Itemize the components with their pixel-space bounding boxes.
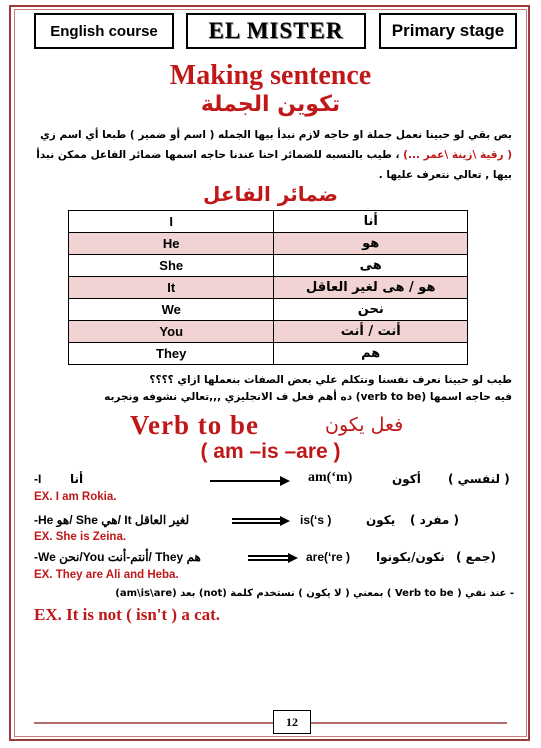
verb-forms: ( am –is –are ) bbox=[200, 440, 341, 463]
row1-verb: am(‘m) bbox=[308, 470, 353, 485]
title-english: Making sentence bbox=[169, 60, 372, 91]
negation-example: EX. It is not ( isn't ) a cat. bbox=[34, 605, 221, 624]
pronoun-ar: أنا bbox=[274, 211, 468, 233]
row1-pronoun: -I bbox=[34, 472, 42, 486]
row2-note: ( مفرد ) bbox=[410, 513, 460, 527]
table-row bbox=[69, 321, 468, 343]
page-number: 12 bbox=[273, 710, 311, 734]
pronoun-en: He bbox=[69, 233, 274, 255]
row2-verb: is(‘s ) bbox=[300, 513, 332, 527]
row2-verb-ar: يكون bbox=[366, 513, 396, 527]
row2-arrow-icon bbox=[232, 516, 290, 526]
pronoun-en: They bbox=[69, 343, 274, 365]
pronoun-en: It bbox=[69, 277, 274, 299]
pronoun-table bbox=[68, 210, 468, 365]
pronoun-ar: نحن bbox=[274, 299, 468, 321]
row3-pronouns: -We نحن/You أنتم-أنت/ They هم bbox=[34, 550, 201, 564]
pronoun-en: You bbox=[69, 321, 274, 343]
row1-note: ( لنفسي ) bbox=[448, 472, 510, 486]
pronoun-table-title: ضمائر الفاعل bbox=[203, 182, 338, 206]
intro-line-3: بيها , تعالي نتعرف عليها . bbox=[378, 169, 512, 181]
row2-example: EX. She is Zeina. bbox=[34, 531, 127, 543]
title-arabic: تكوين الجملة bbox=[200, 92, 341, 117]
pronoun-en: I bbox=[69, 211, 274, 233]
row3-verb-ar: نكون/يكونوا bbox=[376, 550, 445, 564]
pronoun-ar: هم bbox=[274, 343, 468, 365]
pronoun-en: We bbox=[69, 299, 274, 321]
table-row bbox=[69, 255, 468, 277]
row1-pronoun-ar: أنا bbox=[70, 472, 84, 486]
intro-paragraph bbox=[28, 125, 512, 185]
row3-note: (جمع ) bbox=[456, 550, 497, 564]
verb-to-be-heading bbox=[130, 410, 450, 440]
question-paragraph bbox=[28, 372, 512, 406]
verb-heading-english: Verb to be bbox=[130, 410, 259, 440]
pronoun-ar: هو / هى لغير العاقل bbox=[274, 277, 468, 299]
row1-arrow-icon bbox=[210, 476, 290, 486]
question-line-1: طيب لو حبينا نعرف نفسنا ونتكلم علي بعض الصفات بنعملها ازاي ؟؟؟؟ bbox=[149, 374, 512, 386]
header-stage: Primary stage bbox=[379, 13, 517, 49]
negation-note: - عند نفي ( Verb to be ) بمعني ( لا يكون ) نستخدم كلمة (not) بعد (am\is\are) bbox=[115, 588, 514, 599]
table-row bbox=[69, 343, 468, 365]
header-course: English course bbox=[34, 13, 174, 49]
header-bar bbox=[34, 13, 517, 49]
intro-line-1: بص بقي لو حبينا نعمل جملة او حاجه لازم نبدأ بيها الجمله ( اسم أو ضمير ) طبعا أي اسم زي bbox=[40, 129, 512, 141]
pronoun-ar: هو bbox=[274, 233, 468, 255]
row1-verb-ar: أكون bbox=[392, 472, 421, 486]
row3-verb: are(‘re ) bbox=[306, 550, 351, 564]
verb-heading-arabic: فعل يكون bbox=[325, 414, 404, 436]
table-row bbox=[69, 299, 468, 321]
table-row bbox=[69, 277, 468, 299]
header-brand: EL MISTER bbox=[186, 13, 366, 49]
intro-line-2 bbox=[28, 145, 512, 165]
table-row bbox=[69, 233, 468, 255]
intro-line-2-rest: ، طيب بالنسبه للضمائر احنا عندنا حاجه اسمها ضمائر الفاعل ممكن نبدأ bbox=[36, 149, 400, 161]
row1-example: EX. I am Rokia. bbox=[34, 491, 117, 503]
question-line-2: فيه حاجه اسمها (verb to be) ده أهم فعل ف الانجليزي ,,,تعالي نشوفه ونجربه bbox=[104, 391, 512, 403]
pronoun-en: She bbox=[69, 255, 274, 277]
row3-example: EX. They are Ali and Heba. bbox=[34, 569, 179, 581]
row3-arrow-icon bbox=[248, 553, 298, 563]
pronoun-ar: أنت / أنت bbox=[274, 321, 468, 343]
row2-pronouns: -He هو/ She هي/ It لغير العاقل bbox=[34, 513, 190, 527]
footer-line bbox=[34, 712, 507, 734]
pronoun-ar: هى bbox=[274, 255, 468, 277]
intro-names: ( رقية \زينة \عمر ...) bbox=[403, 149, 512, 161]
table-row bbox=[69, 211, 468, 233]
